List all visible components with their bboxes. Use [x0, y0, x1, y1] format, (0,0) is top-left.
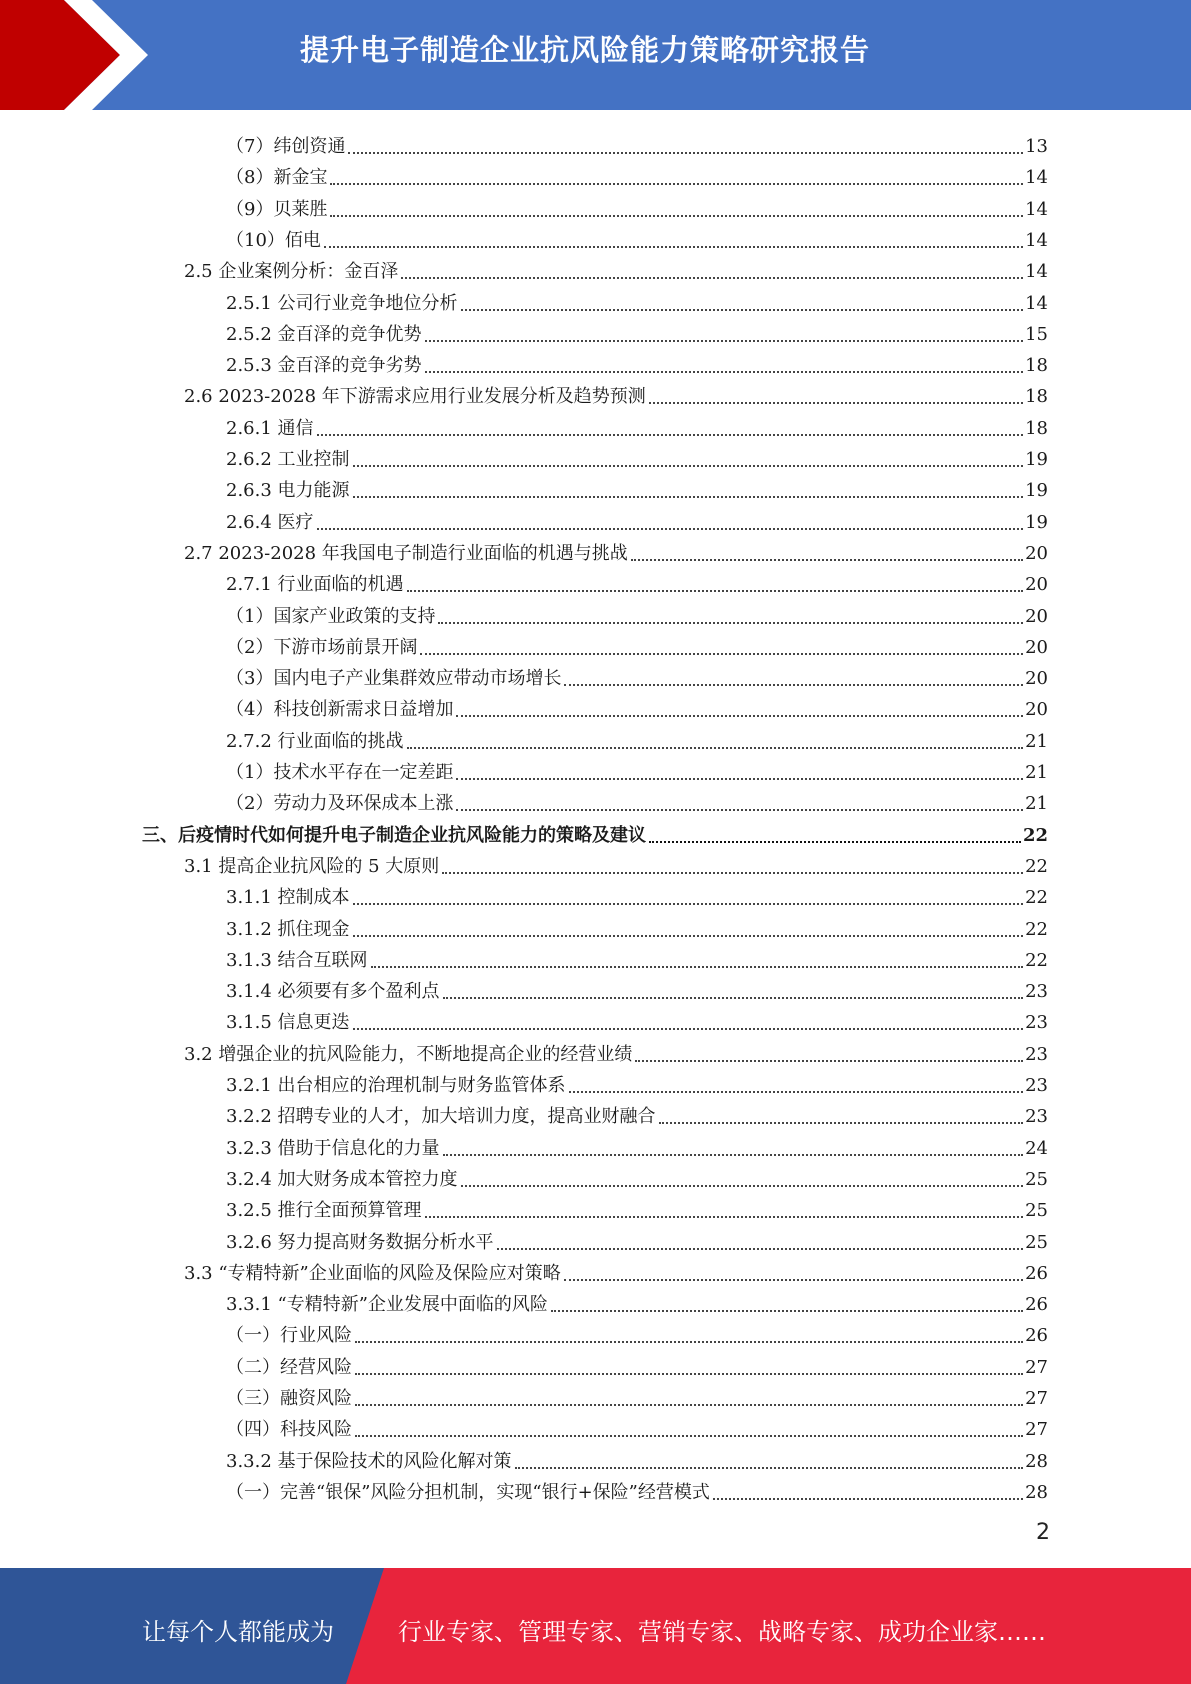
toc-entry-label: 2.5.1 公司行业竞争地位分析: [226, 292, 458, 314]
toc-entry-page: 23: [1025, 981, 1048, 1003]
toc-dot-leader: [348, 152, 1023, 154]
toc-entry-label: 3.1.5 信息更迭: [226, 1012, 350, 1034]
toc-dot-leader: [371, 966, 1024, 968]
toc-entry-page: 21: [1025, 730, 1048, 752]
toc-dot-leader: [353, 903, 1024, 905]
toc-entry-page: 26: [1025, 1294, 1048, 1316]
footer-slogan-left: 让每个人都能成为: [142, 1618, 334, 1646]
toc-entry[interactable]: [226, 879, 1048, 909]
toc-entry[interactable]: [226, 629, 1048, 659]
toc-entry-page: 26: [1025, 1325, 1048, 1347]
toc-entry[interactable]: [226, 1130, 1048, 1160]
toc-entry-label: 2.6 2023-2028 年下游需求应用行业发展分析及趋势预测: [184, 386, 646, 408]
toc-entry[interactable]: [226, 128, 1048, 158]
toc-entry-label: （四）科技风险: [226, 1419, 352, 1441]
toc-entry-page: 14: [1025, 292, 1048, 314]
toc-dot-leader: [355, 1341, 1023, 1343]
toc-entry-label: 3.2 增强企业的抗风险能力，不断地提高企业的经营业绩: [184, 1043, 633, 1065]
toc-dot-leader: [461, 309, 1024, 311]
toc-entry-label: 2.7 2023-2028 年我国电子制造行业面临的机遇与挑战: [184, 542, 628, 564]
toc-entry-label: （3）国内电子产业集群效应带动市场增长: [226, 668, 562, 690]
toc-entry[interactable]: [226, 1380, 1048, 1410]
toc-entry-label: （一）完善“银保”风险分担机制，实现“银行+保险”经营模式: [226, 1481, 710, 1503]
toc-entry-page: 28: [1025, 1450, 1048, 1472]
toc-entry-label: （4）科技创新需求日益增加: [226, 699, 454, 721]
toc-dot-leader: [353, 465, 1024, 467]
toc-entry[interactable]: [226, 1349, 1048, 1379]
toc-dot-leader: [456, 809, 1023, 811]
toc-entry[interactable]: [226, 1317, 1048, 1347]
toc-entry-page: 28: [1025, 1481, 1048, 1503]
toc-entry-page: 27: [1025, 1356, 1048, 1378]
toc-entry-label: （2）劳动力及环保成本上涨: [226, 793, 454, 815]
toc-entry-page: 20: [1025, 636, 1048, 658]
toc-entry-page: 13: [1025, 136, 1048, 157]
toc-entry-page: 18: [1025, 417, 1048, 439]
toc-dot-leader: [355, 1404, 1023, 1406]
toc-entry-label: （三）融资风险: [226, 1388, 352, 1409]
toc-dot-leader: [659, 1122, 1024, 1124]
toc-entry[interactable]: [226, 1443, 1048, 1473]
toc-entry-page: 18: [1025, 386, 1048, 408]
toc-dot-leader: [456, 715, 1023, 717]
toc-entry[interactable]: [226, 504, 1048, 534]
toc-entry-label: 3.2.5 推行全面预算管理: [226, 1200, 422, 1222]
toc-dot-leader: [564, 1279, 1023, 1281]
toc-entry[interactable]: [226, 911, 1048, 941]
toc-entry[interactable]: [226, 785, 1048, 815]
toc-entry-page: 23: [1025, 1012, 1048, 1034]
toc-entry[interactable]: [226, 222, 1048, 252]
toc-entry-label: 2.7.1 行业面临的机遇: [226, 574, 404, 596]
toc-dot-leader: [355, 1435, 1023, 1437]
toc-entry[interactable]: [226, 316, 1048, 346]
toc-entry-label: 3.1.3 结合互联网: [226, 949, 368, 971]
toc-entry-label: 3.2.4 加大财务成本管控力度: [226, 1168, 458, 1190]
toc-entry[interactable]: [226, 1067, 1048, 1097]
toc-entry-label: （9）贝莱胜: [226, 198, 328, 220]
toc-entry-label: 2.5.3 金百泽的竞争劣势: [226, 355, 422, 377]
toc-entry-label: 2.6.4 医疗: [226, 511, 314, 533]
toc-entry[interactable]: [226, 754, 1048, 784]
toc-dot-leader: [317, 434, 1024, 436]
toc-entry-label: 3.2.3 借助于信息化的力量: [226, 1137, 440, 1159]
toc-entry-label: （7）纬创资通: [226, 136, 346, 157]
toc-entry[interactable]: [184, 1255, 1048, 1285]
toc-entry-page: 14: [1025, 229, 1048, 251]
toc-entry-label: 3.3.2 基于保险技术的风险化解对策: [226, 1450, 512, 1472]
toc-dot-leader: [515, 1467, 1024, 1469]
toc-entry-label: 3.1.1 控制成本: [226, 887, 350, 909]
toc-entry-page: 22: [1025, 918, 1048, 940]
toc-entry-page: 14: [1025, 261, 1048, 283]
toc-entry-page: 23: [1025, 1043, 1048, 1065]
toc-entry-label: （10）佰电: [226, 229, 321, 251]
toc-entry-label: 2.5.2 金百泽的竞争优势: [226, 323, 422, 345]
toc-entry-label: 3.1.2 抓住现金: [226, 918, 350, 940]
page-header: [0, 0, 1191, 110]
toc-entry[interactable]: [226, 1161, 1048, 1191]
toc-dot-leader: [353, 1028, 1024, 1030]
toc-entry-page: 26: [1025, 1262, 1048, 1284]
header-title: 提升电子制造企业抗风险能力策略研究报告: [300, 33, 871, 67]
toc-entry[interactable]: [226, 472, 1048, 502]
toc-dot-leader: [438, 622, 1023, 624]
toc-dot-leader: [461, 1185, 1024, 1187]
toc-entry-page: 23: [1025, 1075, 1048, 1096]
toc-entry[interactable]: [142, 817, 1048, 847]
toc-entry[interactable]: [226, 1004, 1048, 1034]
toc-entry-label: 2.7.2 行业面临的挑战: [226, 730, 404, 752]
toc-entry-page: 19: [1025, 511, 1048, 533]
toc-entry[interactable]: [226, 347, 1048, 377]
toc-entry-page: 22: [1022, 824, 1048, 846]
toc-entry-page: 25: [1025, 1231, 1048, 1253]
toc-entry-label: （二）经营风险: [226, 1356, 352, 1378]
toc-entry-page: 20: [1025, 668, 1048, 690]
toc-entry[interactable]: [226, 410, 1048, 440]
toc-entry-page: 15: [1025, 323, 1048, 345]
toc-entry-page: 14: [1025, 167, 1048, 189]
toc-entry-page: 23: [1025, 1106, 1048, 1128]
toc-dot-leader: [355, 1373, 1023, 1375]
toc-entry-page: 22: [1025, 855, 1048, 877]
toc-entry-label: 3.2.2 招聘专业的人才，加大培训力度，提高业财融合: [226, 1106, 656, 1128]
toc-entry-page: 20: [1025, 574, 1048, 596]
toc-dot-leader: [407, 590, 1024, 592]
toc-entry-page: 21: [1025, 762, 1048, 783]
toc-entry[interactable]: [184, 1036, 1048, 1066]
toc-entry-page: 25: [1025, 1200, 1048, 1222]
toc-entry-label: 3.1.4 必须要有多个盈利点: [226, 981, 440, 1003]
toc-entry-label: （1）国家产业政策的支持: [226, 605, 436, 627]
toc-dot-leader: [407, 747, 1024, 749]
toc-entry[interactable]: [184, 253, 1048, 283]
toc-dot-leader: [569, 1091, 1024, 1093]
toc-entry-page: 20: [1025, 699, 1048, 721]
toc-entry-label: 2.6.1 通信: [226, 417, 314, 439]
toc-dot-leader: [353, 496, 1024, 498]
toc-entry-page: 20: [1025, 542, 1048, 564]
toc-entry[interactable]: [226, 191, 1048, 221]
toc-dot-leader: [551, 1310, 1023, 1312]
toc-entry-page: 22: [1025, 887, 1048, 909]
toc-entry-label: 2.6.3 电力能源: [226, 480, 350, 502]
toc-dot-leader: [330, 215, 1023, 217]
toc-entry-page: 14: [1025, 198, 1048, 220]
toc-dot-leader: [401, 277, 1023, 279]
toc-entry-page: 19: [1025, 449, 1048, 470]
toc-dot-leader: [425, 371, 1024, 373]
toc-entry[interactable]: [184, 535, 1048, 565]
toc-dot-leader: [497, 1248, 1024, 1250]
toc-entry-label: 2.6.2 工业控制: [226, 449, 350, 470]
footer-slogan-right: 行业专家、管理专家、营销专家、战略专家、成功企业家……: [398, 1618, 1046, 1646]
toc-entry-label: 3.2.1 出台相应的治理机制与财务监管体系: [226, 1075, 566, 1096]
toc-dot-leader: [635, 1060, 1023, 1062]
toc-dot-leader: [330, 183, 1023, 185]
toc-dot-leader: [425, 1216, 1024, 1218]
toc-entry-label: （2）下游市场前景开阔: [226, 636, 418, 658]
toc-entry-page: 24: [1025, 1137, 1048, 1159]
toc-dot-leader: [649, 841, 1021, 843]
toc-entry-label: 三、后疫情时代如何提升电子制造企业抗风险能力的策略及建议: [142, 824, 646, 846]
toc-entry-label: （8）新金宝: [226, 167, 328, 189]
toc-dot-leader: [324, 246, 1023, 248]
toc-dot-leader: [317, 528, 1024, 530]
toc-dot-leader: [442, 872, 1023, 874]
toc-entry[interactable]: [226, 566, 1048, 596]
toc-dot-leader: [443, 1154, 1024, 1156]
toc-entry-page: 27: [1025, 1419, 1048, 1441]
toc-entry[interactable]: [226, 691, 1048, 721]
toc-dot-leader: [353, 935, 1024, 937]
toc-entry-label: 3.3.1 “专精特新”企业发展中面临的风险: [226, 1294, 548, 1316]
toc-dot-leader: [564, 684, 1023, 686]
page-footer: [0, 1568, 1191, 1684]
toc-dot-leader: [443, 997, 1024, 999]
toc-entry[interactable]: [226, 598, 1048, 628]
toc-entry-page: 21: [1025, 793, 1048, 815]
toc-entry-page: 19: [1025, 480, 1048, 502]
toc-entry[interactable]: [226, 1192, 1048, 1222]
toc-entry-label: （一）行业风险: [226, 1325, 352, 1347]
toc-entry-label: 3.2.6 努力提高财务数据分析水平: [226, 1231, 494, 1253]
toc-entry[interactable]: [226, 441, 1048, 471]
toc-entry-label: 2.5 企业案例分析：金百泽: [184, 261, 399, 283]
toc-entry[interactable]: [226, 1286, 1048, 1316]
header-chevron-decoration: [0, 0, 160, 110]
toc-entry-label: （1）技术水平存在一定差距: [226, 762, 454, 783]
toc-entry-label: 3.3 “专精特新”企业面临的风险及保险应对策略: [184, 1262, 561, 1284]
toc-dot-leader: [649, 402, 1023, 404]
toc-entry[interactable]: [226, 1098, 1048, 1128]
toc-entry-page: 18: [1025, 355, 1048, 377]
toc-dot-leader: [713, 1498, 1023, 1500]
toc-entry[interactable]: [226, 159, 1048, 189]
toc-entry[interactable]: [226, 942, 1048, 972]
toc-entry[interactable]: [226, 723, 1048, 753]
toc-entry-page: 22: [1025, 949, 1048, 971]
toc-dot-leader: [420, 653, 1023, 655]
toc-dot-leader: [631, 559, 1023, 561]
toc-dot-leader: [425, 340, 1024, 342]
toc-entry[interactable]: [226, 660, 1048, 690]
toc-entry-label: 3.1 提高企业抗风险的 5 大原则: [184, 855, 440, 877]
page-number: 2: [1036, 1520, 1050, 1545]
toc-entry-page: 20: [1025, 605, 1048, 627]
toc-entry-page: 27: [1025, 1388, 1048, 1409]
toc-entry[interactable]: [184, 378, 1048, 408]
toc-entry[interactable]: [226, 973, 1048, 1003]
toc-entry[interactable]: [226, 1411, 1048, 1441]
toc-entry-page: 25: [1025, 1168, 1048, 1190]
toc-entry[interactable]: [226, 285, 1048, 315]
toc-dot-leader: [456, 778, 1023, 780]
toc-entry[interactable]: [226, 1474, 1048, 1504]
toc-entry[interactable]: [184, 848, 1048, 878]
toc-entry[interactable]: [226, 1224, 1048, 1254]
